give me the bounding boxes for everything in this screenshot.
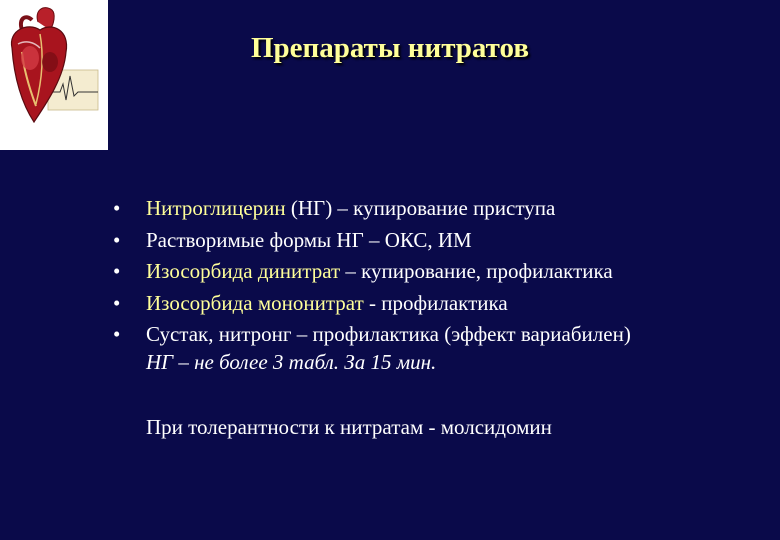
list-item — [110, 225, 750, 257]
drug-description: Сустак, нитронг – профилактика (эффект вариабилен) — [146, 322, 631, 346]
list-item — [110, 256, 750, 288]
heart-illustration — [0, 0, 108, 150]
tolerance-note: При толерантности к нитратам - молсидомин — [146, 415, 552, 439]
bullet-marker: • — [113, 290, 121, 315]
list-item — [110, 193, 750, 225]
list-item — [110, 288, 750, 320]
drug-description: Растворимые формы НГ – ОКС, ИМ — [146, 227, 472, 252]
bullet-marker: • — [113, 227, 121, 252]
drug-name: Изосорбида мононитрат — [146, 290, 364, 315]
drug-description: – купирование, профилактика — [340, 259, 613, 283]
dosage-note: НГ – не более 3 табл. За 15 мин. — [146, 350, 437, 374]
drug-name: Нитроглицерин — [146, 196, 286, 220]
list-item — [110, 319, 750, 351]
drug-name: Изосорбида динитрат — [146, 259, 341, 283]
bullet-list — [110, 193, 750, 351]
drug-description: (НГ) – купирование приступа — [285, 196, 556, 220]
bullet-marker: • — [113, 196, 121, 220]
heart-icon — [0, 0, 108, 150]
drug-description: - профилактика — [363, 290, 508, 315]
bullet-marker: • — [113, 259, 121, 283]
page-title: Препараты нитратов — [251, 32, 529, 64]
bullet-marker: • — [113, 322, 121, 346]
